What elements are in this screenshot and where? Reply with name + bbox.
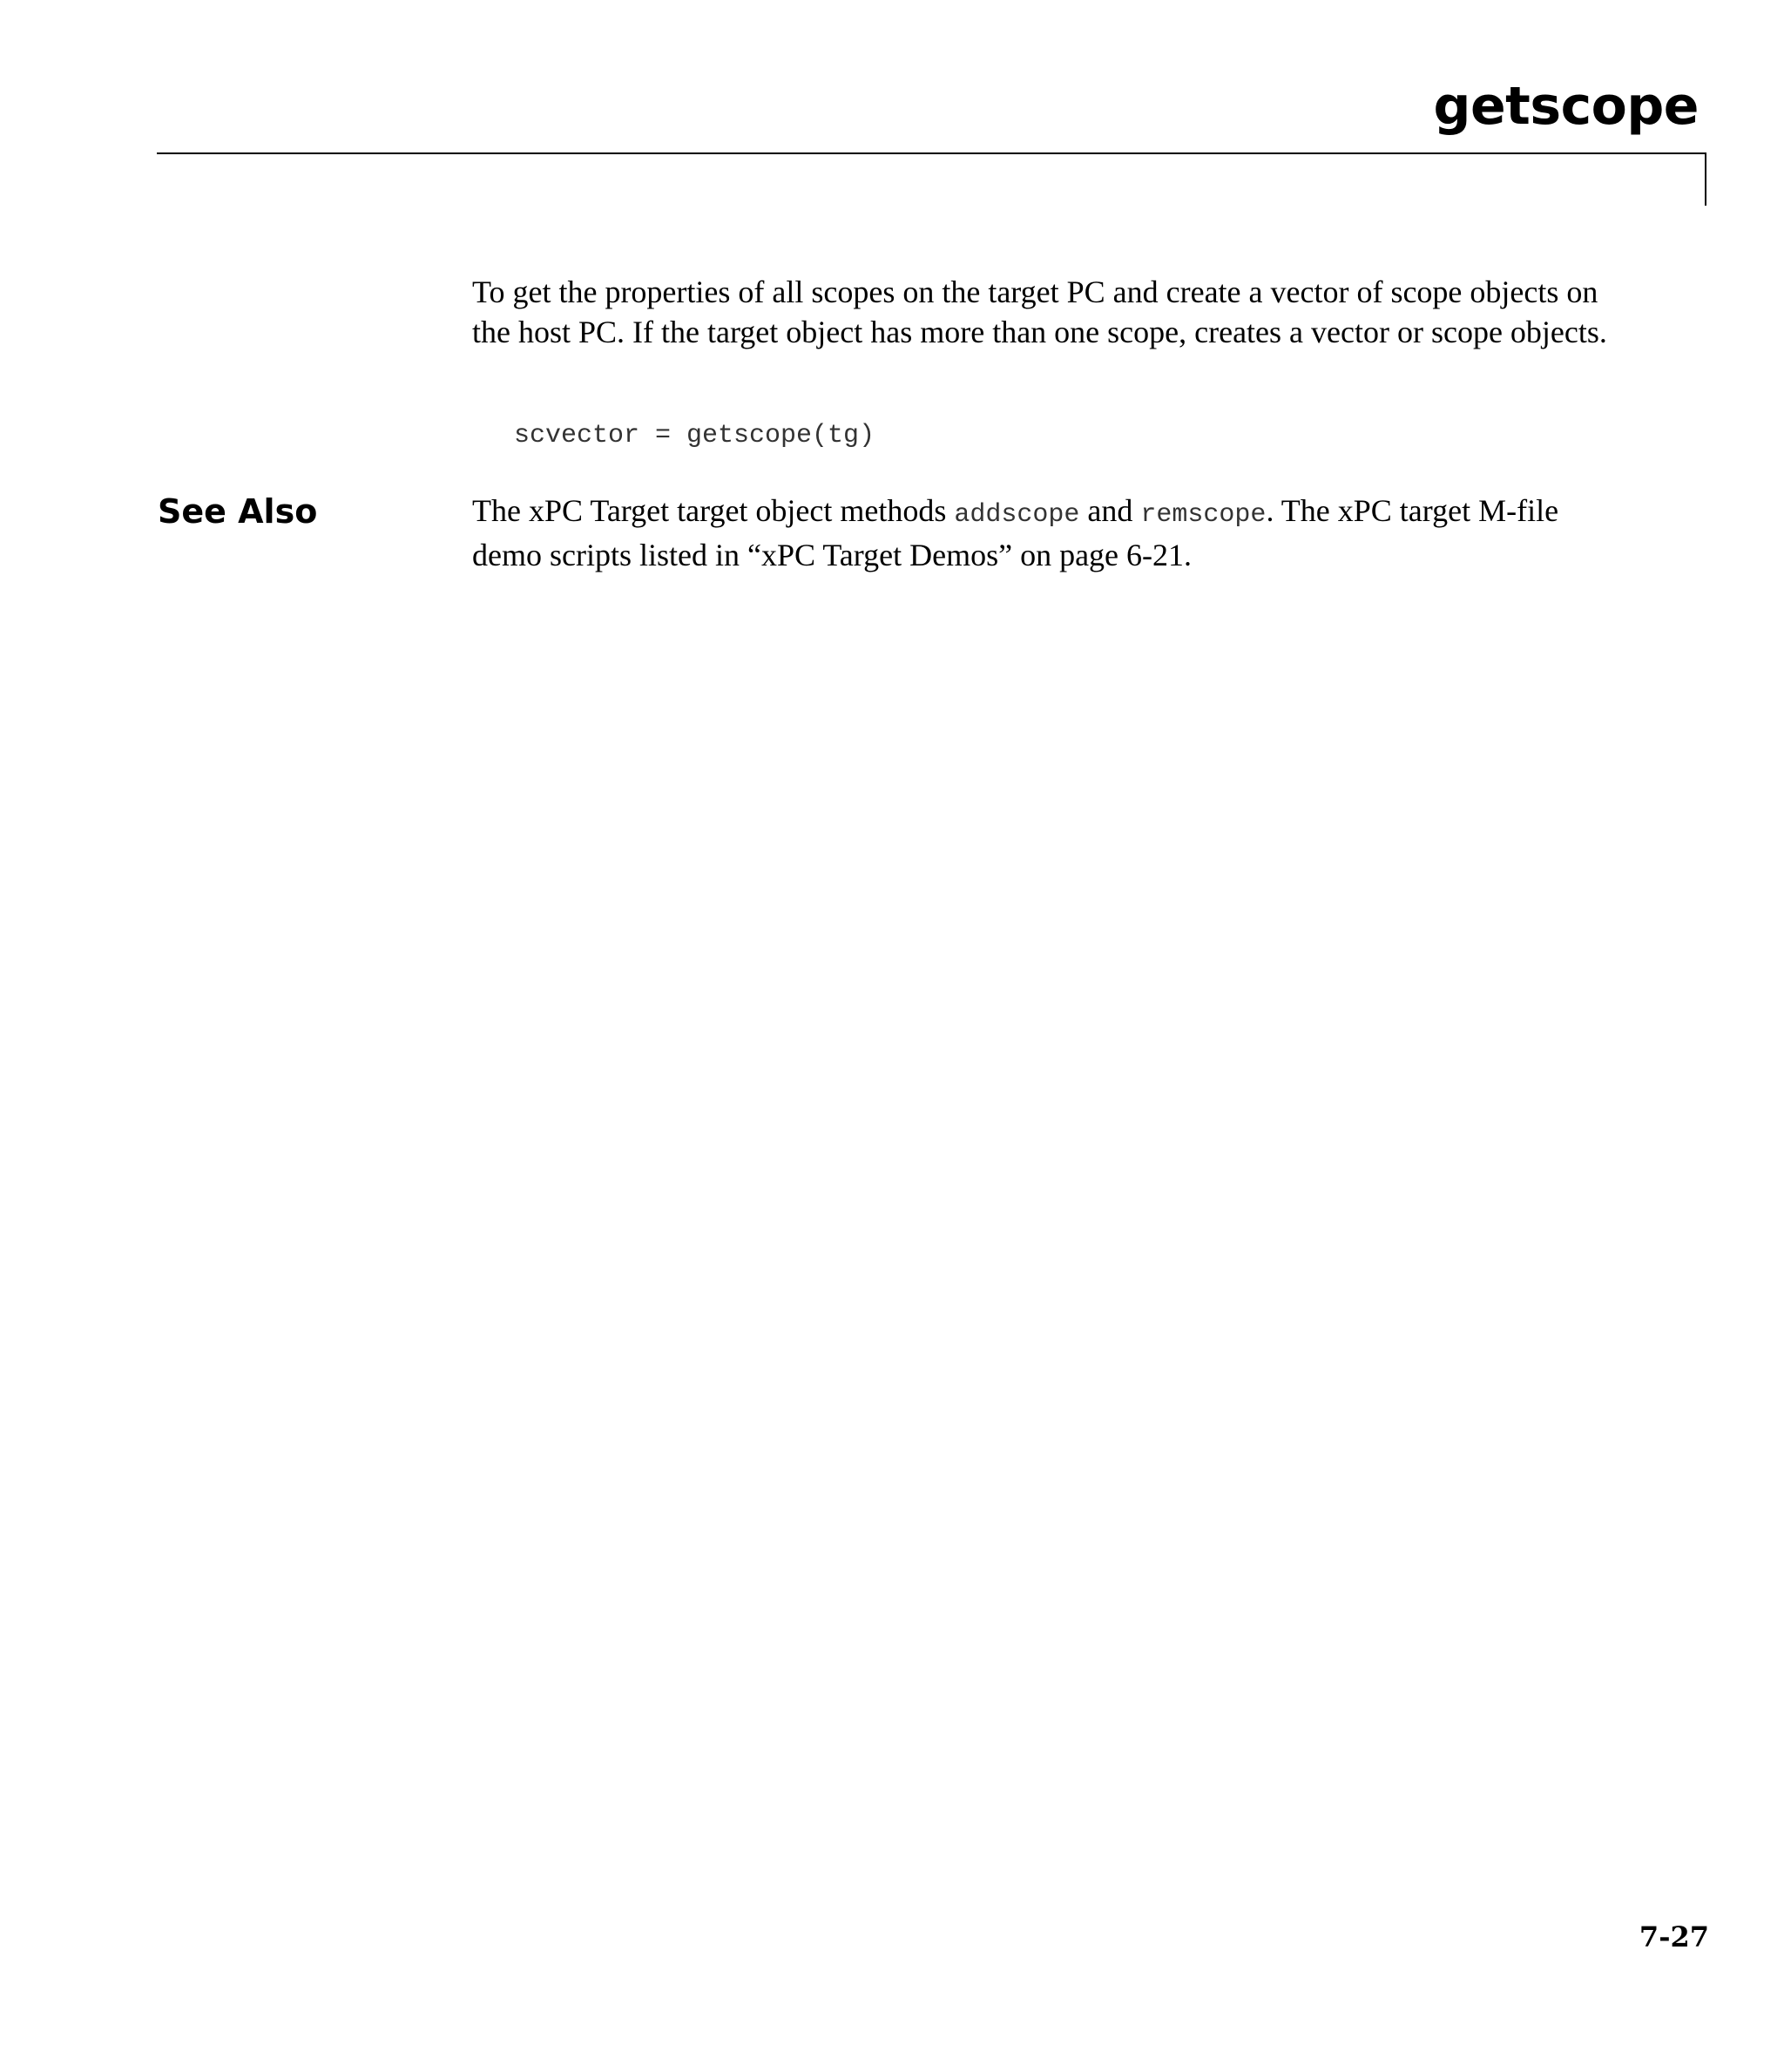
intro-section [472,273,1622,352]
see-also-section [472,491,1622,575]
see-also-paragraph [472,491,1622,575]
header-rule [157,152,1706,154]
code-example: scvector = getscope(tg) [514,421,875,450]
see-also-text-2: and [1079,493,1141,528]
intro-paragraph: To get the properties of all scopes on the target PC and create a vector of scope objects on the host PC. If the target object has more than one scope, creates a vector or scope objects. [472,274,1607,349]
see-also-heading: See Also [158,492,318,531]
see-also-text-3: . The xPC target M-file demo scripts listed in “xPC Target Demos” on page 6-21. [472,493,1559,572]
see-also-text-1: The xPC Target target object methods [472,493,955,528]
page-number: 7-27 [1639,1920,1709,1954]
method-addscope: addscope [954,500,1080,530]
method-remscope: remscope [1140,500,1267,530]
header-corner-tick [1705,152,1706,206]
page-title: getscope [1433,76,1699,137]
